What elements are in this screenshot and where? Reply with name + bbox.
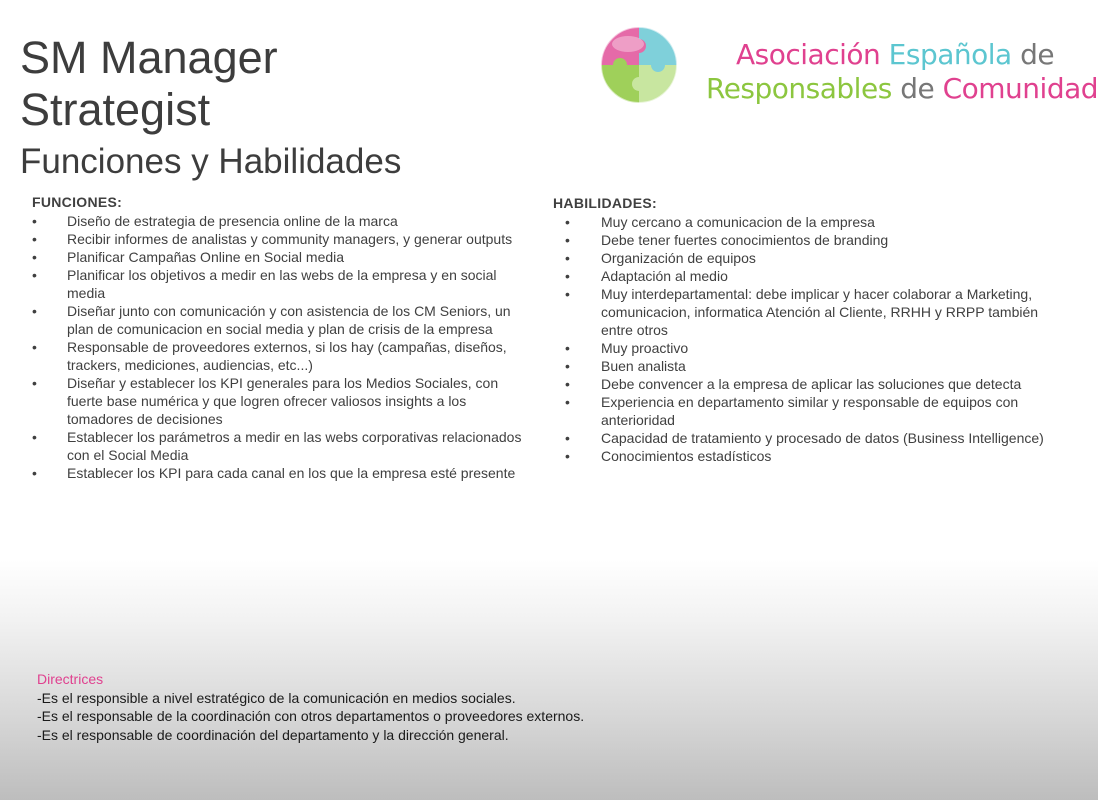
list-item-text: Planificar los objetivos a medir en las webs de la empresa y en social media xyxy=(67,267,497,301)
logo-text-line-2 xyxy=(706,72,1098,106)
list-item xyxy=(32,374,522,428)
logo-text xyxy=(706,38,1098,106)
logo-word-de-1: de xyxy=(1020,38,1055,71)
logo-word-responsables: Responsables xyxy=(706,72,892,105)
list-item xyxy=(32,302,522,338)
page-title xyxy=(20,32,278,136)
list-item xyxy=(32,338,522,374)
logo-text-line-1 xyxy=(706,38,1098,72)
bullet-icon: • xyxy=(32,429,37,445)
habilidades-heading: HABILIDADES: xyxy=(553,195,657,211)
list-item-text: Muy interdepartamental: debe implicar y hacer colaborar a Marketing, comunicacion, informatica Atención al Cliente, RRHH y RRPP también entre otros xyxy=(601,286,1039,338)
list-item-text: Debe tener fuertes conocimientos de branding xyxy=(601,232,889,248)
bullet-icon: • xyxy=(565,232,570,248)
bullet-icon: • xyxy=(32,213,37,229)
list-item-text: Adaptación al medio xyxy=(601,268,728,284)
list-item xyxy=(32,464,522,482)
directrices-section xyxy=(37,670,737,744)
list-item xyxy=(553,429,1053,447)
habilidades-section xyxy=(553,194,1053,465)
list-item-text: Diseñar y establecer los KPI generales para los Medios Sociales, con fuerte base numérica y que logren ofrecer valiosos insights a los tomadores de decisiones xyxy=(67,375,499,427)
bullet-icon: • xyxy=(565,268,570,284)
list-item xyxy=(553,375,1053,393)
puzzle-circle-icon xyxy=(596,22,682,108)
bullet-icon: • xyxy=(565,448,570,464)
list-item-text: Muy proactivo xyxy=(601,340,689,356)
bullet-icon: • xyxy=(32,267,37,283)
bullet-icon: • xyxy=(565,358,570,374)
bullet-icon: • xyxy=(565,430,570,446)
directrices-line: -Es el responsable de la coordinación con otros departamentos o proveedores externos. xyxy=(37,708,585,724)
list-item-text: Diseño de estrategia de presencia online de la marca xyxy=(67,213,398,229)
association-logo xyxy=(596,20,1098,110)
list-item xyxy=(32,212,522,230)
list-item-text: Recibir informes de analistas y community managers, y generar outputs xyxy=(67,231,513,247)
bullet-icon: • xyxy=(32,249,37,265)
directrices-line: -Es el responsible a nivel estratégico de la comunicación en medios sociales. xyxy=(37,689,516,706)
list-item xyxy=(553,213,1053,231)
list-item xyxy=(553,339,1053,357)
list-item xyxy=(553,447,1053,465)
bullet-icon: • xyxy=(565,214,570,230)
list-item-text: Debe convencer a la empresa de aplicar las soluciones que detecta xyxy=(601,376,1022,392)
logo-word-comunidad: Comunidad xyxy=(942,72,1098,105)
list-item-text: Experiencia en departamento similar y responsable de equipos con anterioridad xyxy=(601,394,1019,428)
list-item xyxy=(553,393,1053,429)
bullet-icon: • xyxy=(565,250,570,266)
bullet-icon: • xyxy=(565,340,570,356)
bullet-icon: • xyxy=(32,231,37,247)
list-item-text: Establecer los KPI para cada canal en los que la empresa esté presente xyxy=(67,465,516,481)
list-item xyxy=(32,428,522,464)
list-item-text: Establecer los parámetros a medir en las webs corporativas relacionados con el Social Media xyxy=(67,429,522,463)
list-item-text: Organización de equipos xyxy=(601,250,756,266)
bullet-icon: • xyxy=(32,339,37,355)
funciones-section xyxy=(32,193,522,482)
list-item-text: Diseñar junto con comunicación y con asistencia de los CM Seniors, un plan de comunicacion en social media y plan de crisis de la empresa xyxy=(67,303,511,337)
list-item xyxy=(553,267,1053,285)
list-item-text: Capacidad de tratamiento y procesado de datos (Business Intelligence) xyxy=(601,430,1044,446)
list-item xyxy=(32,230,522,248)
bullet-icon: • xyxy=(565,286,570,302)
funciones-heading: FUNCIONES: xyxy=(32,194,123,210)
list-item xyxy=(553,357,1053,375)
list-item-text: Muy cercano a comunicacion de la empresa xyxy=(601,214,875,230)
list-item xyxy=(553,249,1053,267)
list-item-text: Planificar Campañas Online en Social media xyxy=(67,249,345,265)
list-item xyxy=(553,285,1053,339)
logo-word-de-2: de xyxy=(900,72,935,105)
bullet-icon: • xyxy=(32,465,37,481)
title-line-2: Strategist xyxy=(20,84,211,135)
page-subtitle: Funciones y Habilidades xyxy=(20,142,402,181)
habilidades-list xyxy=(553,213,1053,465)
bullet-icon: • xyxy=(32,375,37,391)
list-item xyxy=(553,231,1053,249)
funciones-list xyxy=(32,212,522,482)
list-item-text: Responsable de proveedores externos, si los hay (campañas, diseños, trackers, mediciones, audiencias, etc...) xyxy=(67,339,507,373)
directrices-title: Directrices xyxy=(37,671,104,687)
logo-word-asociacion: Asociación xyxy=(736,38,881,71)
bullet-icon: • xyxy=(565,376,570,392)
logo-word-espanola: Española xyxy=(888,38,1012,71)
list-item-text: Conocimientos estadísticos xyxy=(601,448,772,464)
list-item xyxy=(32,266,522,302)
directrices-line: -Es el responsable de coordinación del departamento y la dirección general. xyxy=(37,726,509,743)
title-line-1: SM Manager xyxy=(20,32,278,83)
bullet-icon: • xyxy=(32,303,37,319)
list-item xyxy=(32,248,522,266)
bullet-icon: • xyxy=(565,394,570,410)
list-item-text: Buen analista xyxy=(601,358,686,374)
